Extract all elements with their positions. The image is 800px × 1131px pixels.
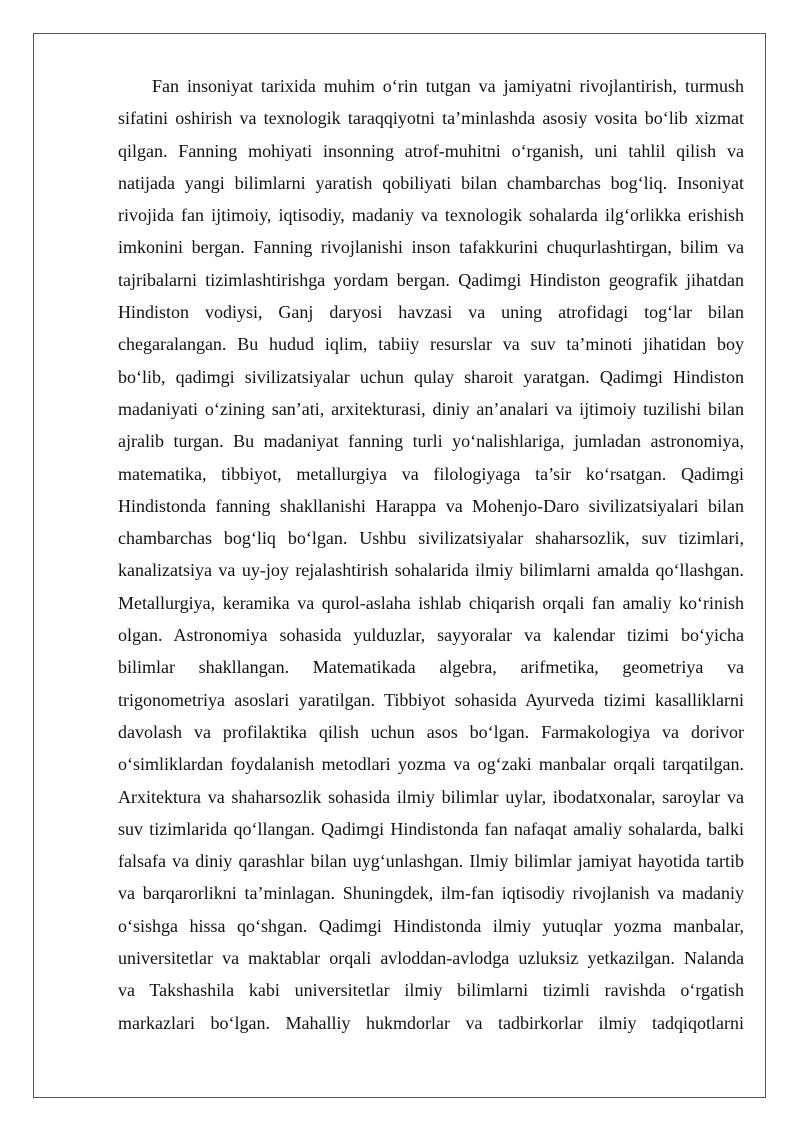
text-line: qilgan. Fanning mohiyati insonning atrof-muhitni o‘rganish, uni tahlil qilish va <box>118 140 744 161</box>
text-line: chambarchas bog‘liq bo‘lgan. Ushbu sivilizatsiyalar shaharsozlik, suv tizimlari, <box>118 528 744 549</box>
text-line: o‘sishga hissa qo‘shgan. Qadimgi Hindistonda ilmiy yutuqlar yozma manbalar, <box>118 915 744 936</box>
text-line: Metallurgiya, keramika va qurol-aslaha ishlab chiqarish orqali fan amaliy ko‘rinish <box>118 592 744 613</box>
text-line: natijada yangi bilimlarni yaratish qobiliyati bilan chambarchas bog‘liq. Insoniyat <box>118 172 744 193</box>
text-line: bilimlar shakllangan. Matematikada algebra, arifmetika, geometriya va <box>118 657 744 678</box>
text-line: va barqarorlikni ta’minlagan. Shuningdek, ilm-fan iqtisodiy rivojlanish va madaniy <box>118 883 744 904</box>
text-line: suv tizimlarida qo‘llangan. Qadimgi Hindistonda fan nafaqat amaliy sohalarda, balki <box>118 818 744 839</box>
body-paragraph <box>118 70 744 1039</box>
text-line: rivojida fan ijtimoiy, iqtisodiy, madaniy va texnologik sohalarda ilg‘orlikka erishish <box>118 205 744 226</box>
text-line: kanalizatsiya va uy-joy rejalashtirish sohalarida ilmiy bilimlarni amalda qo‘llashgan. <box>118 560 744 581</box>
text-line: tajribalarni tizimlashtirishga yordam bergan. Qadimgi Hindiston geografik jihatdan <box>118 269 744 290</box>
text-line: Arxitektura va shaharsozlik sohasida ilmiy bilimlar uylar, ibodatxonalar, saroylar va <box>118 786 744 807</box>
text-line: davolash va profilaktika qilish uchun asos bo‘lgan. Farmakologiya va dorivor <box>118 721 744 742</box>
text-line: ajralib turgan. Bu madaniyat fanning turli yo‘nalishlariga, jumladan astronomiya, <box>118 431 744 452</box>
text-line: o‘simliklardan foydalanish metodlari yozma va og‘zaki manbalar orqali tarqatilgan. <box>118 754 744 775</box>
text-line: olgan. Astronomiya sohasida yulduzlar, sayyoralar va kalendar tizimi bo‘yicha <box>118 625 744 646</box>
text-line: markazlari bo‘lgan. Mahalliy hukmdorlar va tadbirkorlar ilmiy tadqiqotlarni <box>118 1012 744 1033</box>
text-line: va Takshashila kabi universitetlar ilmiy bilimlarni tizimli ravishda o‘rgatish <box>118 980 744 1001</box>
text-line: falsafa va diniy qarashlar bilan uyg‘unlashgan. Ilmiy bilimlar jamiyat hayotida tartib <box>118 851 744 872</box>
text-line: sifatini oshirish va texnologik taraqqiyotni ta’minlashda asosiy vosita bo‘lib xizmat <box>118 108 744 129</box>
text-line: matematika, tibbiyot, metallurgiya va filologiyaga ta’sir ko‘rsatgan. Qadimgi <box>118 463 744 484</box>
text-line: Fan insoniyat tarixida muhim o‘rin tutgan va jamiyatni rivojlantirish, turmush <box>152 76 744 96</box>
text-line: Hindiston vodiysi, Ganj daryosi havzasi va uning atrofidagi tog‘lar bilan <box>118 302 744 323</box>
text-line: madaniyati o‘zining san’ati, arxitekturasi, diniy an’analari va ijtimoiy tuzilishi bilan <box>118 398 744 419</box>
text-line: trigonometriya asoslari yaratilgan. Tibbiyot sohasida Ayurveda tizimi kasalliklarni <box>118 689 744 710</box>
text-line: universitetlar va maktablar orqali avloddan-avlodga uzluksiz yetkazilgan. Nalanda <box>118 948 744 969</box>
text-line: bo‘lib, qadimgi sivilizatsiyalar uchun qulay sharoit yaratgan. Qadimgi Hindiston <box>118 366 744 387</box>
text-line: imkonini bergan. Fanning rivojlanishi inson tafakkurini chuqurlashtirgan, bilim va <box>118 237 744 258</box>
text-line: chegaralangan. Bu hudud iqlim, tabiiy resurslar va suv ta’minoti jihatidan boy <box>118 334 744 355</box>
text-line: Hindistonda fanning shakllanishi Harappa va Mohenjo-Daro sivilizatsiyalari bilan <box>118 495 744 516</box>
